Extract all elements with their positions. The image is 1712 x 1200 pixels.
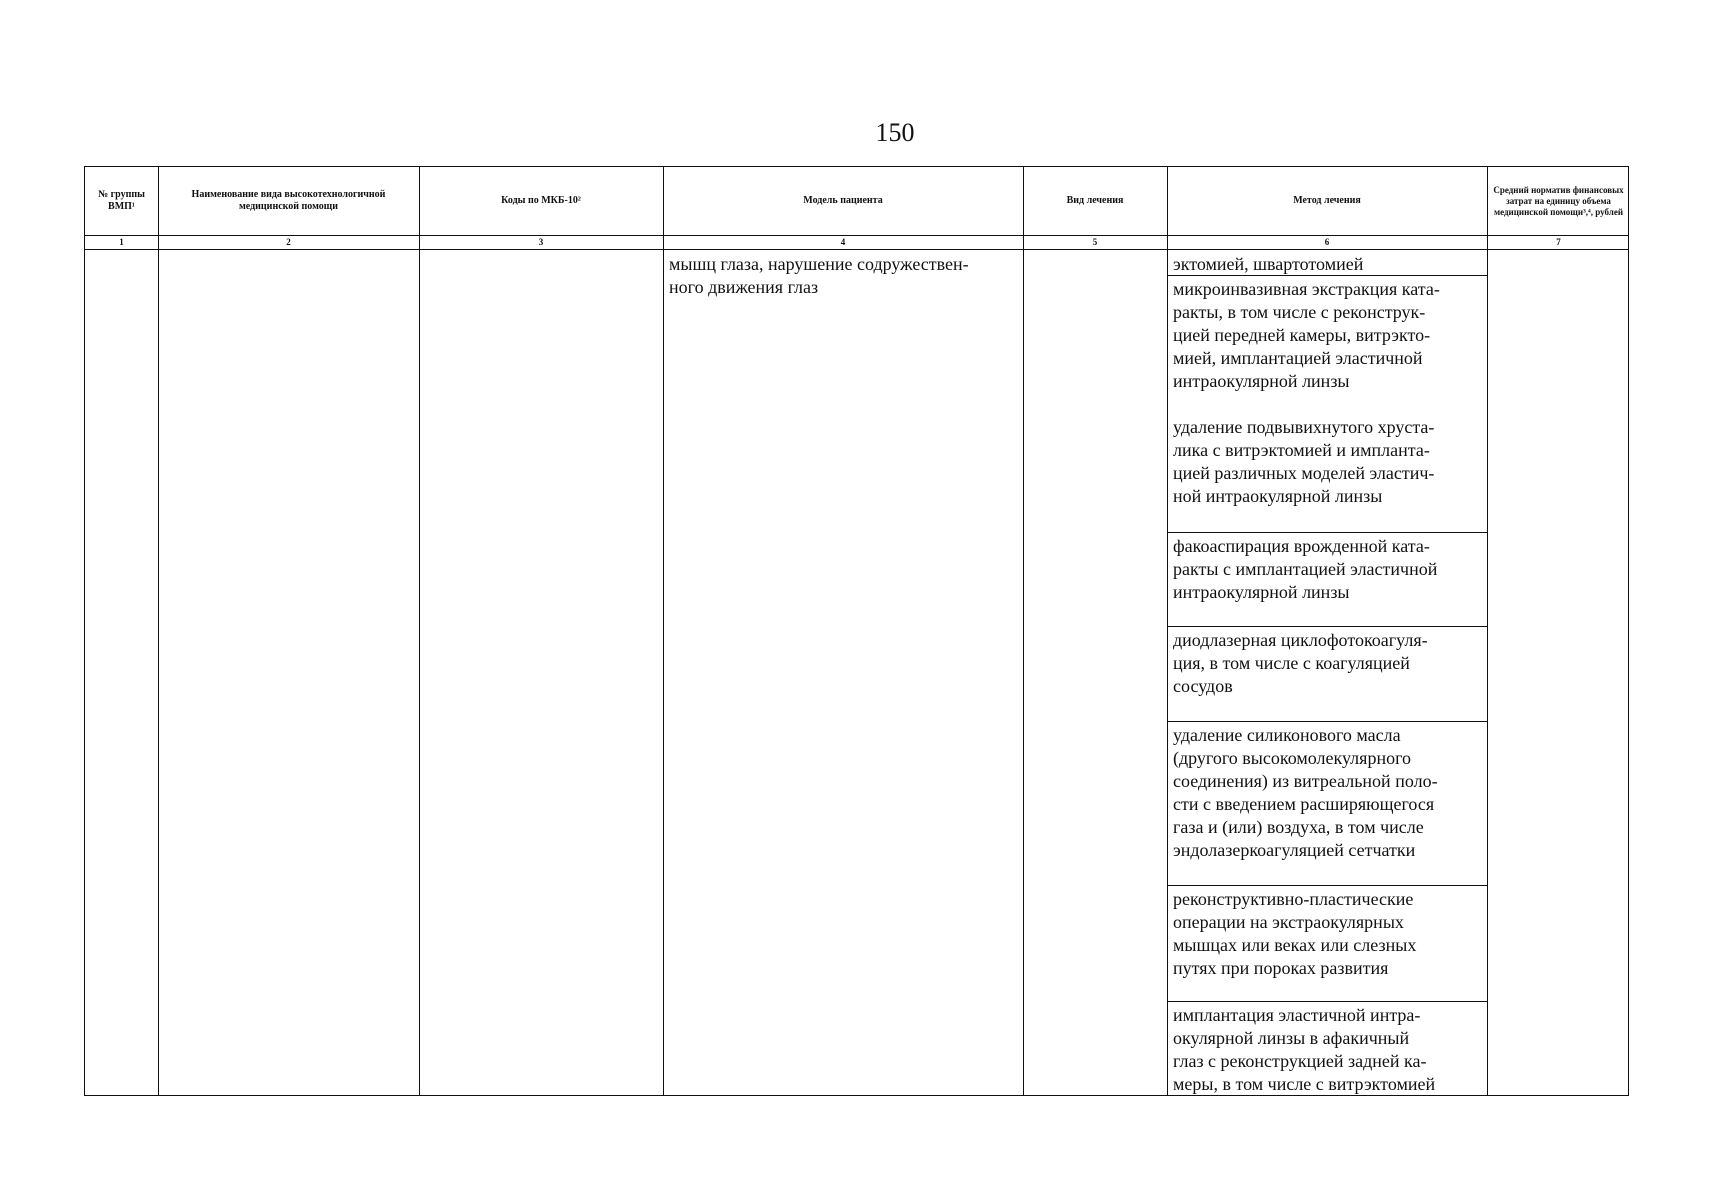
method-divider xyxy=(1167,626,1487,627)
column-number: 6 xyxy=(1324,237,1330,247)
header-divider xyxy=(85,235,1628,236)
column-divider xyxy=(1487,167,1488,1095)
column-divider xyxy=(1167,167,1168,1095)
treatment-method-item: реконструктивно-пластические операции на экстраокулярных мышцах или веках или слезных путях при пороках развития xyxy=(1173,889,1417,978)
header-group-number: № группы ВМП¹ xyxy=(98,189,145,212)
header-icd-codes: Коды по МКБ-10² xyxy=(501,195,581,206)
column-divider xyxy=(419,167,420,1095)
method-divider xyxy=(1167,1001,1487,1002)
column-number: 1 xyxy=(119,237,124,247)
column-divider xyxy=(1023,167,1024,1095)
treatment-method-item: эктомией, швартотомией xyxy=(1173,254,1364,274)
header-financial-norm: Средний норматив финансовых затрат на единицу объема медицинской помощи³,⁴, рублей xyxy=(1493,184,1624,217)
treatment-method-item: диодлазерная циклофотокоагуля- ция, в том числе с коагуляцией сосудов xyxy=(1173,630,1428,696)
column-divider xyxy=(158,167,159,1095)
method-divider xyxy=(1167,532,1487,533)
column-number: 7 xyxy=(1556,237,1561,247)
medical-care-table xyxy=(84,166,1629,1096)
numbers-divider xyxy=(85,249,1628,250)
treatment-method-item: факоаспирация врожденной ката- ракты с имплантацией эластичной интраокулярной линзы xyxy=(1173,536,1438,602)
method-divider xyxy=(1167,721,1487,722)
header-treatment-method: Метод лечения xyxy=(1293,195,1361,206)
column-number: 3 xyxy=(538,237,544,247)
method-divider xyxy=(1167,885,1487,886)
column-number: 2 xyxy=(286,237,291,247)
column-number: 5 xyxy=(1092,237,1098,247)
treatment-method-item: удаление силиконового масла (другого высокомолекулярного соединения) из витреальной поло- сти с введением расширяющегося газа и (или) воздуха, в том числе эндолазеркоагуляцией сетчатки xyxy=(1173,725,1438,860)
patient-model-text: мышц глаза, нарушение содружествен- ного движения глаз xyxy=(669,254,969,297)
column-number: 4 xyxy=(840,237,846,247)
treatment-method-item: микроинвазивная экстракция ката- ракты, в том числе с реконструк- цией передней камеры, витрэкто- мией, имплантацией эластичной интраокулярной линзы удаление подвывихнутого хруста- лика с витрэктомией и импланта- цией различных моделей эластич- ной интраокулярной линзы xyxy=(1173,279,1440,506)
treatment-method-item: имплантация эластичной интра- окулярной линзы в афакичный глаз с реконструкцией задней ка- меры, в том числе с витрэктомией xyxy=(1173,1005,1436,1094)
header-care-type-name: Наименование вида высокотехнологичной медицинской помощи xyxy=(191,189,386,212)
page-number: 150 xyxy=(875,118,915,147)
header-treatment-type: Вид лечения xyxy=(1066,195,1124,206)
header-patient-model: Модель пациента xyxy=(803,195,883,206)
column-divider xyxy=(663,167,664,1095)
